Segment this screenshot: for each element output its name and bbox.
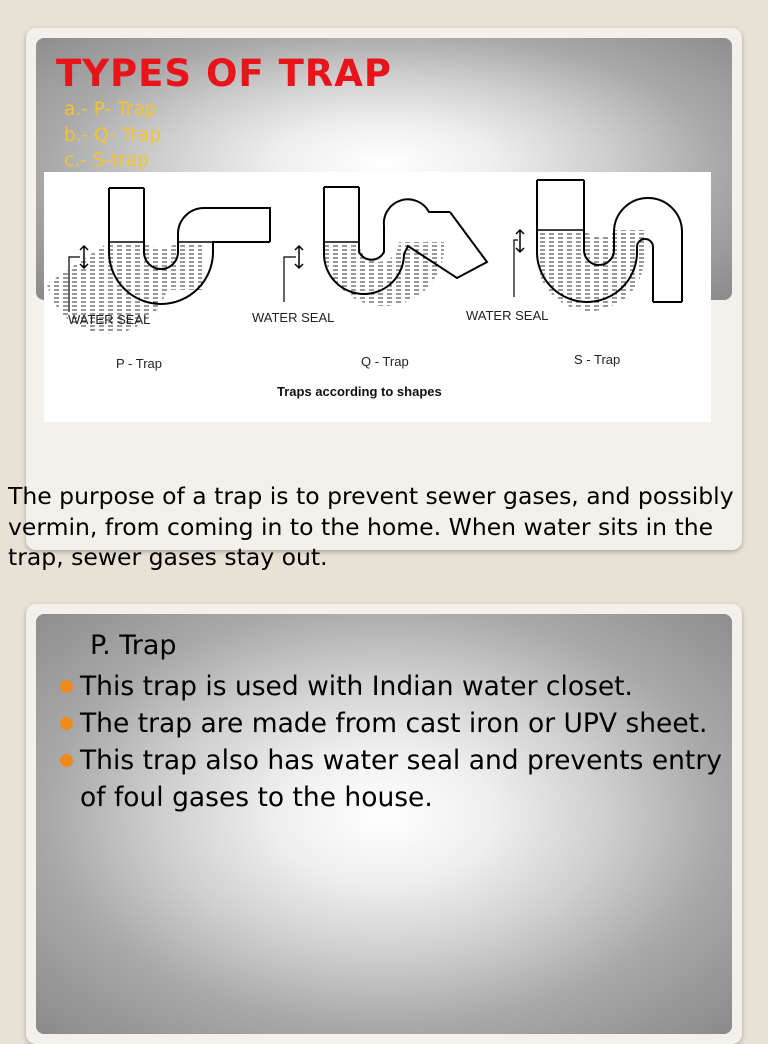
- water-seal-label-s: WATER SEAL: [466, 308, 549, 323]
- s-trap-label: S - Trap: [574, 352, 621, 367]
- bullet-item: [60, 705, 740, 742]
- trap-type-list: [64, 97, 161, 174]
- bullet-item: [60, 668, 740, 705]
- bullet-dot-icon: [60, 717, 73, 730]
- diagram-caption: Traps according to shapes: [277, 384, 442, 399]
- bullet-text: This trap is used with Indian water closet.: [80, 671, 633, 702]
- trap-type-item: c.- S-trap: [64, 150, 149, 171]
- trap-purpose-text: The purpose of a trap is to prevent sewer gases, and possibly vermin, from coming in to the home. When water sits in the trap, sewer gases stay out.: [8, 482, 734, 571]
- bullet-dot-icon: [60, 680, 73, 693]
- traps-diagram: [44, 172, 711, 422]
- bullet-dot-icon: [60, 754, 73, 767]
- p-trap-heading: P. Trap: [90, 630, 177, 661]
- s-trap-drawing: [514, 180, 682, 311]
- p-trap-bullet-list: [60, 668, 740, 816]
- bullet-item: [60, 742, 740, 816]
- p-trap-label: P - Trap: [116, 356, 163, 371]
- water-seal-label-q: WATER SEAL: [252, 310, 335, 325]
- trap-type-item: b.- Q- Trap: [64, 124, 162, 146]
- q-trap-drawing: [284, 187, 487, 306]
- trap-type-item: a.- P- Trap: [64, 99, 157, 120]
- water-seal-label-p: WATER SEAL: [68, 312, 151, 327]
- q-trap-label: Q - Trap: [361, 354, 409, 369]
- bullet-text: The trap are made from cast iron or UPV sheet.: [80, 708, 708, 739]
- bullet-text: This trap also has water seal and prevents entry of foul gases to the house.: [80, 745, 722, 813]
- slide-title: TYPES OF TRAP: [56, 52, 393, 95]
